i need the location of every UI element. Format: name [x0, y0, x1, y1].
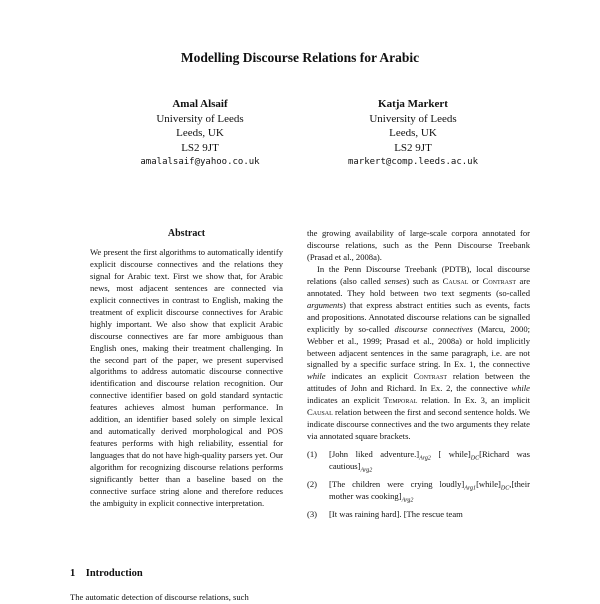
section-heading	[70, 568, 143, 579]
example-text: [It was raining hard]. [The rescue team	[329, 508, 463, 519]
author-city: Leeds, UK	[389, 127, 437, 139]
paper-title: Modelling Discourse Relations for Arabic	[180, 50, 420, 65]
example-number: (2)	[307, 479, 318, 490]
example-3	[307, 509, 530, 521]
author-1	[95, 97, 305, 170]
example-2	[307, 479, 530, 503]
author-postcode: LS2 9JT	[394, 141, 432, 154]
right-column	[307, 228, 530, 521]
author-name: Katja Markert	[378, 98, 448, 110]
section-number: 1	[70, 568, 76, 579]
paragraph: In the Penn Discourse Treebank (PDTB), local discourse relations (also called senses) such as Causal or Contrast are annotated. They hold between two text segments (so-called arguments) that express abstract entities such as events, facts and propositions. Annotated discourse relations can be signalled explicitly by so-called discourse connectives (Marcu, 2000; Webber et al., 1999; Prasad et al., 2008a) or hold implicitly between adjacent sentences in the same paragraph, i.e. are not signalled by a specific surface string. In Ex. 1, the connective while indicates an explicit Contrast relation between the attitudes of John and Richard. In Ex. 2, the connective while indicates an explicit Temporal relation. In Ex. 3, an implicit Causal relation between the first and second sentence holds. We indicate discourse connectives and the two arguments they relate via annotated square brackets.	[307, 263, 531, 442]
example-1	[307, 449, 530, 473]
abstract-text: We present the first algorithms to automatically identify explicit discourse connectives and the relations they signal for Arabic text. First we show that, for Arabic news, most adjacent sentences are connected via explicit connectives in contrast to English, making the treatment of explicit discourse connectives for Arabic highly important. We also show that explicit Arabic discourse connectives are far more ambiguous than English ones, making their treatment challenging. In the second part of the paper, we present supervised algorithms to address automatic discourse connective identification and discourse relation recognition. Our connective identifier based on gold standard syntactic features achieves almost human performance. In addition, an identifier based solely on simple lexical and automatically derived morphological and POS features performs with high reliability, essential for languages that do not have high-quality parsers yet. Our algorithm for recognizing discourse relations performs significantly better than a baseline based on the connective surface string alone and therefore reduces the ambiguity in explicit connective interpretation.	[90, 246, 283, 508]
author-affiliation: University of Leeds	[369, 112, 457, 125]
example-number: (1)	[307, 449, 318, 460]
author-city: Leeds, UK	[176, 127, 224, 139]
author-name: Amal Alsaif	[172, 98, 228, 110]
section-title: Introduction	[85, 568, 143, 579]
author-email: amalalsaif@yahoo.co.uk	[140, 157, 260, 167]
intro-first-line: The automatic detection of discourse relations, such	[70, 592, 249, 602]
author-postcode: LS2 9JT	[181, 141, 219, 154]
abstract-heading: Abstract	[167, 228, 206, 239]
author-affiliation: University of Leeds	[156, 112, 244, 125]
author-email: markert@comp.leeds.ac.uk	[347, 157, 479, 167]
abstract	[90, 228, 283, 510]
example-text: [The children were crying $loudly]_{Arg1}[while]_{DC},[their$ mother was $cooking]_{Arg2}$	[329, 479, 530, 504]
emphasis: senses	[384, 275, 407, 286]
example-number: (3)	[307, 508, 318, 519]
author-2	[308, 97, 518, 170]
example-text: [John liked $adventure.]_{Arg2}$ [ $while]_{DC}[Richard$ was $cautious]_{Arg2}$	[329, 449, 530, 474]
paragraph: the growing availability of large-scale corpora annotated for discourse relations, such as the Penn Discourse Treebank (Prasad et al., 2008a).	[307, 228, 530, 262]
